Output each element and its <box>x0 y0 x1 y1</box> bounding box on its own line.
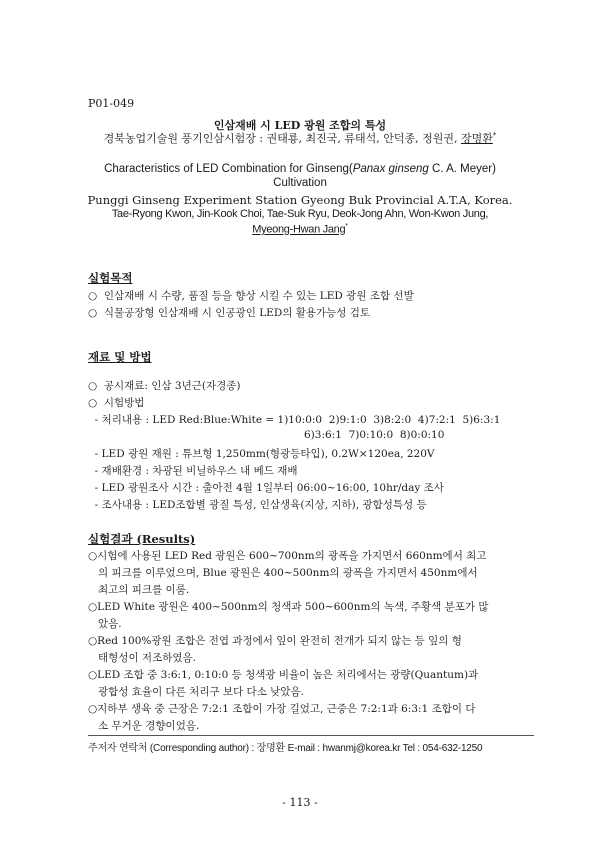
footnote-divider <box>88 735 534 736</box>
english-affiliation: Punggi Ginseng Experiment Station Gyeong Buk Provincial A.T.A, Korea. <box>87 193 513 207</box>
english-corresponding-mark: * <box>345 223 348 230</box>
english-title-line2: Cultivation <box>273 177 327 189</box>
methods-line: - 재배환경 : 차광된 비닐하우스 내 베드 재배 <box>88 465 298 477</box>
page-number: - 113 - <box>282 796 318 809</box>
methods-line: - LED 광원조사 시간 : 출아전 4월 1일부터 06:00∼16:00, 10hr/day 조사 <box>88 482 444 494</box>
korean-affiliation <box>0 130 600 146</box>
english-title-part2: C. A. Meyer) <box>428 163 496 175</box>
section-purpose-title: 실험목적 <box>88 271 133 285</box>
methods-line: - 조사내용 : LED조합별 광질 특성, 인삼생육(지상, 지하), 광합성특성 등 <box>88 499 427 511</box>
english-corresponding-author: Myeong-Hwan Jang <box>252 223 346 236</box>
purpose-item: ○ 인삼재배 시 수량, 품질 등을 향상 시킬 수 있는 LED 광원 조합 선발 <box>88 290 414 302</box>
results-line: ○LED White 광원은 400∼500nm의 청색과 500∼600nm의 녹색, 주황색 분포가 많 <box>88 601 489 613</box>
section-results-title: 실험결과 (Results) <box>88 532 196 546</box>
results-line: 태형성이 저조하였음. <box>88 652 196 664</box>
english-title <box>0 163 600 175</box>
results-line: ○지하부 생육 중 근장은 7:2:1 조합이 가장 길었고, 근중은 7:2:1과 6:3:1 조합이 다 <box>88 703 476 715</box>
english-authors: Tae-Ryong Kwon, Jin-Kook Choi, Tae-Suk Ryu, Deok-Jong Ahn, Won-Kwon Jung, <box>111 208 489 220</box>
results-line: ○Red 100%광원 조합은 전엽 과정에서 잎이 완전히 전개가 되지 않는 등 잎의 형 <box>88 635 462 647</box>
purpose-item: ○ 식물공장형 인삼재배 시 인공광인 LED의 활용가능성 검토 <box>88 307 371 319</box>
results-line: 최고의 피크를 이룸. <box>88 584 190 596</box>
korean-affiliation-text: 경북농업기술원 풍기인삼시험장 : 권태룡, 최진국, 류태석, 안덕종, 정원권, <box>103 132 461 145</box>
methods-line: ○ 시험방법 <box>88 397 145 409</box>
methods-line: - LED 광원 재원 : 튜브형 1,250mm(형광등타입), 0.2W×120ea, 220V <box>88 448 435 460</box>
results-line: 소 무거운 경향이었음. <box>88 720 200 732</box>
english-title-species: Panax ginseng <box>352 163 429 175</box>
methods-line: - 처리내용 : LED Red:Blue:White = 1)10:0:0 2)9:1:0 3)8:2:0 4)7:2:1 5)6:3:1 <box>88 414 501 426</box>
results-line: 았음. <box>88 618 122 630</box>
abstract-code: P01-049 <box>88 97 135 110</box>
korean-title: 인삼재배 시 LED 광원 조합의 특성 <box>213 119 387 132</box>
results-line: ○LED 조합 중 3:6:1, 0:10:0 등 청색광 비율이 높은 처리에서는 광량(Quantum)과 <box>88 669 479 681</box>
korean-corresponding-author: 장명환 <box>460 132 493 145</box>
english-title-part1: Characteristics of LED Combination for Ginseng( <box>104 163 353 175</box>
korean-corresponding-mark: * <box>492 131 497 140</box>
section-methods-title: 재료 및 방법 <box>88 350 152 364</box>
methods-line: ○ 공시재료: 인삼 3년근(자경종) <box>88 380 241 392</box>
results-line: 광합성 효율이 다른 처리구 보다 다소 낮았음. <box>88 686 304 698</box>
results-line: ○시험에 사용된 LED Red 광원은 600∼700nm의 광폭을 가지면서 660nm에서 최고 <box>88 550 487 562</box>
methods-line: 6)3:6:1 7)0:10:0 8)0:0:10 <box>304 429 445 441</box>
english-corresponding <box>0 223 600 236</box>
results-line: 의 피크를 이루었으며, Blue 광원은 400∼500nm의 광폭을 가지면서 450nm에서 <box>88 567 478 579</box>
corresponding-footnote: 주저자 연락처 (Corresponding author) : 장명환 E-mail : hwanmj@korea.kr Tel : 054-632-1250 <box>88 743 483 754</box>
